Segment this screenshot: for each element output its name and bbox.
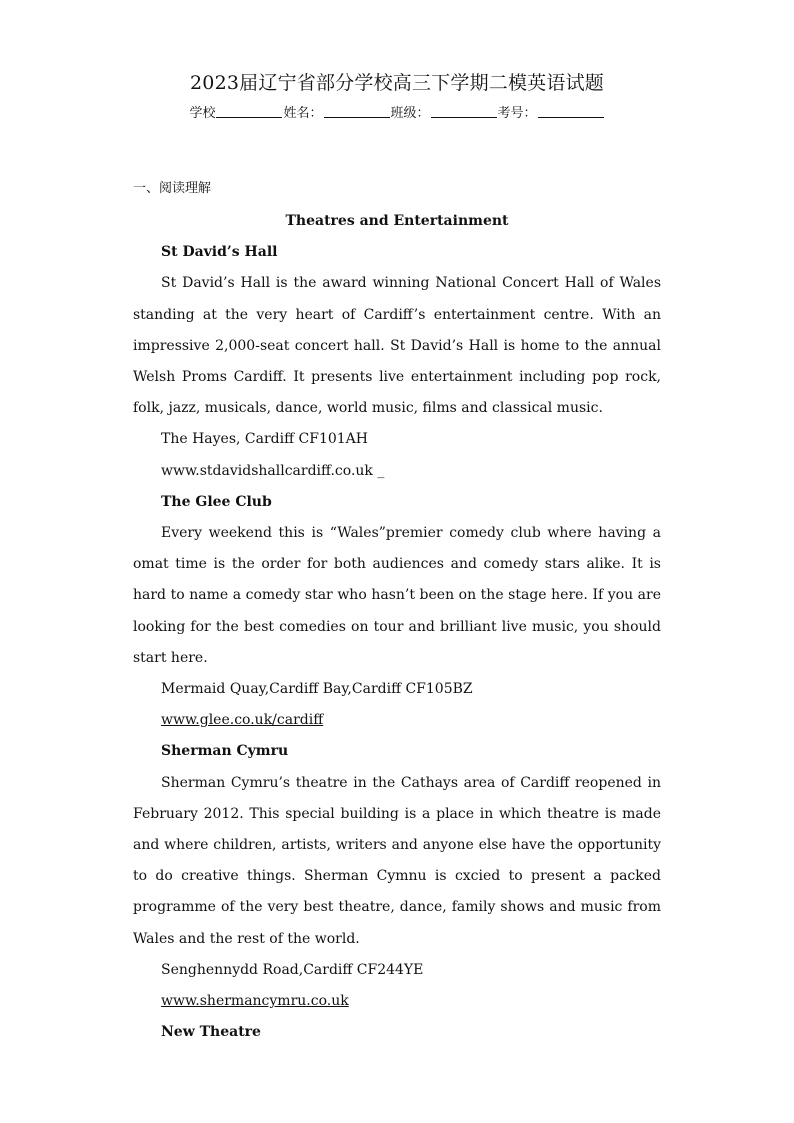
venue-description: Every weekend this is “Wales”premier comedy club where having a omat time is the order for both audiences and comedy stars alike. It is hard to name a comedy star who hasn’t been on the stage here. If you are looking for the best comedies on tour and brilliant live music, you should start here.: [133, 525, 661, 666]
article: [133, 206, 661, 1048]
venue-website-link[interactable]: www.glee.co.uk/cardiff: [161, 712, 324, 729]
exam-number-blank[interactable]: [538, 105, 604, 118]
venue-website: [133, 986, 661, 1017]
venue-address: The Hayes, Cardiff CF101AH: [161, 431, 368, 448]
venue-name: St David’s Hall: [161, 244, 278, 261]
section-heading: 一、阅读理解: [133, 181, 212, 196]
venue-address: Mermaid Quay,Cardiff Bay,Cardiff CF105BZ: [161, 681, 473, 698]
name-blank[interactable]: [324, 105, 390, 118]
venue-name: Sherman Cymru: [161, 743, 289, 760]
venue-website-link[interactable]: www.shermancymru.co.uk: [161, 993, 349, 1010]
class-label: 班级：: [390, 106, 430, 121]
page-title: 2023届辽宁省部分学校高三下学期二模英语试题: [190, 72, 604, 94]
class-blank[interactable]: [431, 105, 497, 118]
name-label: 姓名：: [283, 106, 323, 121]
venue-address: Senghennydd Road,Cardiff CF244YE: [161, 961, 424, 978]
venue-website-text: www.stdavidshallcardiff.co.uk _: [161, 462, 385, 479]
school-label: 学校: [189, 106, 216, 121]
venue-description: Sherman Cymru’s theatre in the Cathays area of Cardiff reopened in February 2012. This special building is a place in which theatre is made and where children, artists, writers and anyone else have the opportunity to do creative things. Sherman Cymnu is cxcied to present a packed programme of the very best theatre, dance, family shows and music from Wales and the rest of the world.: [133, 774, 661, 947]
venue-website: [133, 456, 661, 487]
exam-number-label: 考号：: [497, 106, 537, 121]
venue-name: The Glee Club: [161, 493, 272, 510]
school-blank[interactable]: [216, 105, 282, 118]
venue-website: [133, 705, 661, 736]
article-title: Theatres and Entertainment: [285, 213, 509, 229]
student-info-line: [0, 102, 794, 121]
venue-description: St David’s Hall is the award winning National Concert Hall of Wales standing at the very heart of Cardiff’s entertainment centre. With an impressive 2,000-seat concert hall. St David’s Hall is home to the annual Welsh Proms Cardiff. It presents live entertainment including pop rock, folk, jazz, musicals, dance, world music, films and classical music.: [133, 275, 661, 417]
venue-name: New Theatre: [161, 1024, 261, 1041]
